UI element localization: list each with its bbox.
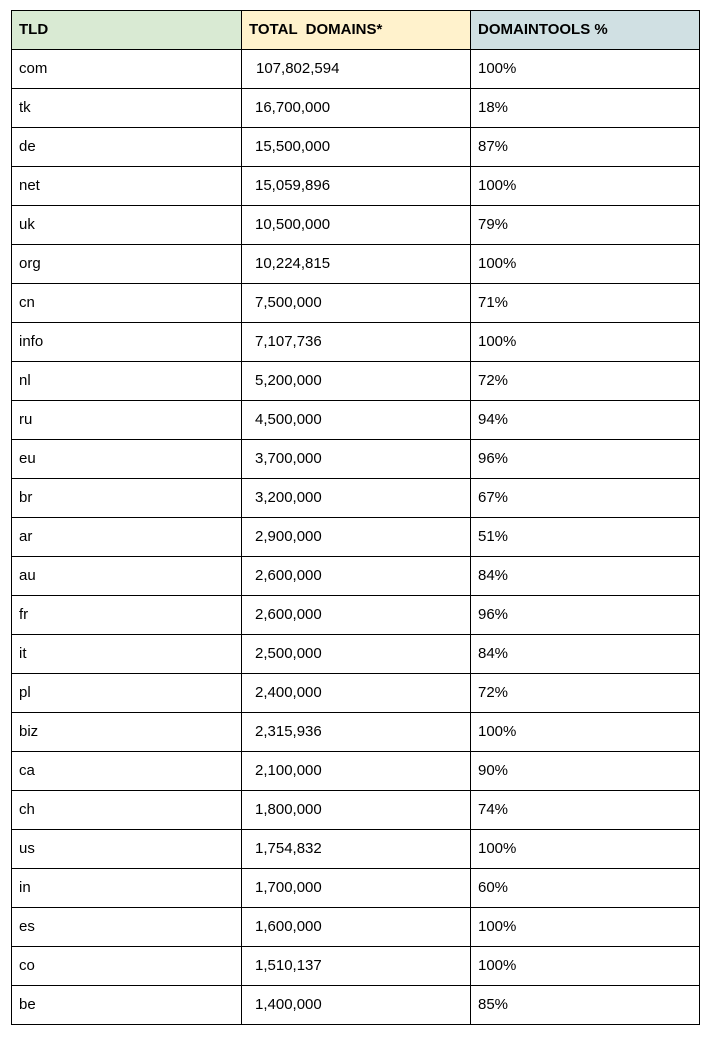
cell-tld: tk [12,89,242,128]
table-row [12,986,700,1025]
cell-tld: de [12,128,242,167]
cell-domaintools-percent: 72% [471,362,700,401]
header-tld: TLD [12,11,242,50]
cell-tld: com [12,50,242,89]
cell-tld: biz [12,713,242,752]
table-row [12,557,700,596]
cell-domaintools-percent: 100% [471,908,700,947]
cell-domaintools-percent: 90% [471,752,700,791]
table-row [12,674,700,713]
cell-tld: fr [12,596,242,635]
cell-tld: cn [12,284,242,323]
table-row [12,50,700,89]
cell-tld: au [12,557,242,596]
table-row [12,128,700,167]
cell-domaintools-percent: 18% [471,89,700,128]
table-row [12,947,700,986]
cell-domaintools-percent: 96% [471,440,700,479]
cell-total-domains: 2,600,000 [242,596,471,635]
cell-total-domains: 7,500,000 [242,284,471,323]
table-row [12,89,700,128]
table-row [12,362,700,401]
cell-total-domains: 2,600,000 [242,557,471,596]
cell-tld: br [12,479,242,518]
cell-tld: co [12,947,242,986]
cell-domaintools-percent: 100% [471,245,700,284]
cell-tld: es [12,908,242,947]
cell-tld: ru [12,401,242,440]
tld-domains-table [11,10,700,1025]
header-row [12,11,700,50]
header-domaintools-percent: DOMAINTOOLS % [471,11,700,50]
cell-total-domains: 1,600,000 [242,908,471,947]
cell-tld: us [12,830,242,869]
cell-domaintools-percent: 94% [471,401,700,440]
cell-domaintools-percent: 100% [471,167,700,206]
table-row [12,323,700,362]
cell-tld: pl [12,674,242,713]
table-row [12,167,700,206]
cell-tld: nl [12,362,242,401]
cell-tld: org [12,245,242,284]
cell-domaintools-percent: 87% [471,128,700,167]
cell-total-domains: 15,500,000 [242,128,471,167]
table-row [12,518,700,557]
cell-total-domains: 2,900,000 [242,518,471,557]
cell-total-domains: 16,700,000 [242,89,471,128]
cell-domaintools-percent: 60% [471,869,700,908]
cell-total-domains: 15,059,896 [242,167,471,206]
cell-domaintools-percent: 100% [471,830,700,869]
cell-total-domains: 3,700,000 [242,440,471,479]
cell-tld: net [12,167,242,206]
table-row [12,791,700,830]
cell-total-domains: 2,100,000 [242,752,471,791]
cell-domaintools-percent: 100% [471,713,700,752]
table-row [12,869,700,908]
table-body [12,50,700,1025]
cell-domaintools-percent: 67% [471,479,700,518]
cell-total-domains: 4,500,000 [242,401,471,440]
cell-total-domains: 2,500,000 [242,635,471,674]
cell-domaintools-percent: 79% [471,206,700,245]
cell-total-domains: 5,200,000 [242,362,471,401]
cell-domaintools-percent: 71% [471,284,700,323]
cell-total-domains: 10,224,815 [242,245,471,284]
cell-tld: ch [12,791,242,830]
table-row [12,284,700,323]
cell-domaintools-percent: 85% [471,986,700,1025]
cell-total-domains: 1,510,137 [242,947,471,986]
cell-total-domains: 1,754,832 [242,830,471,869]
table-row [12,635,700,674]
cell-total-domains: 107,802,594 [242,50,471,89]
table-header [12,11,700,50]
cell-tld: in [12,869,242,908]
table-row [12,440,700,479]
cell-domaintools-percent: 84% [471,557,700,596]
table-row [12,752,700,791]
cell-domaintools-percent: 96% [471,596,700,635]
cell-total-domains: 1,700,000 [242,869,471,908]
table-row [12,908,700,947]
cell-domaintools-percent: 84% [471,635,700,674]
cell-tld: ar [12,518,242,557]
cell-tld: info [12,323,242,362]
cell-tld: be [12,986,242,1025]
cell-domaintools-percent: 100% [471,50,700,89]
cell-total-domains: 2,400,000 [242,674,471,713]
cell-domaintools-percent: 74% [471,791,700,830]
table-row [12,713,700,752]
cell-tld: uk [12,206,242,245]
cell-tld: ca [12,752,242,791]
cell-total-domains: 1,400,000 [242,986,471,1025]
cell-total-domains: 3,200,000 [242,479,471,518]
cell-tld: eu [12,440,242,479]
table-row [12,596,700,635]
header-total-domains: TOTAL DOMAINS* [242,11,471,50]
cell-tld: it [12,635,242,674]
table-row [12,401,700,440]
table-row [12,245,700,284]
cell-domaintools-percent: 51% [471,518,700,557]
table-row [12,830,700,869]
cell-total-domains: 10,500,000 [242,206,471,245]
cell-domaintools-percent: 100% [471,323,700,362]
cell-total-domains: 7,107,736 [242,323,471,362]
table-row [12,479,700,518]
cell-total-domains: 1,800,000 [242,791,471,830]
table-row [12,206,700,245]
cell-domaintools-percent: 72% [471,674,700,713]
cell-domaintools-percent: 100% [471,947,700,986]
cell-total-domains: 2,315,936 [242,713,471,752]
